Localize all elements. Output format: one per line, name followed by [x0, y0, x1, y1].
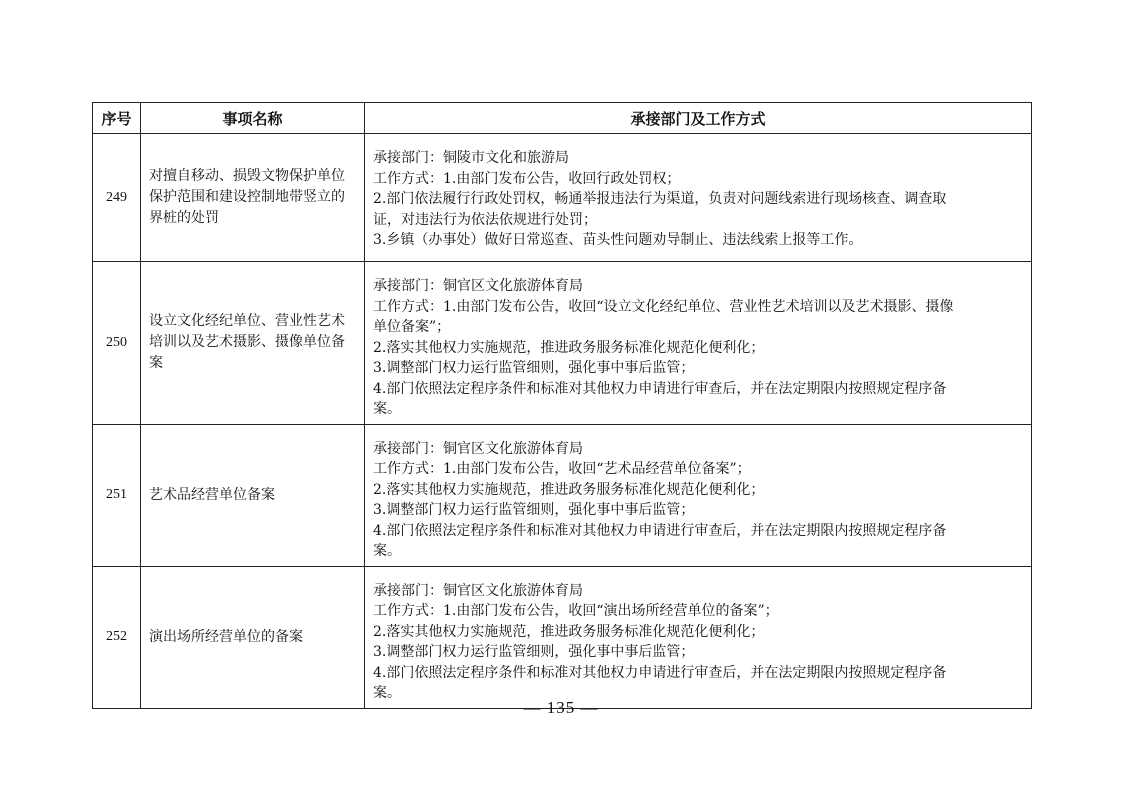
method-line: 2.落实其他权力实施规范，推进政务服务标准化规范化便利化； — [373, 481, 765, 498]
method-line: 3.调整部门权力运行监管细则，强化事中事后监管； — [373, 644, 695, 660]
header-matter-name: 事项名称 — [141, 103, 365, 134]
method-line: 4.部门依照法定程序条件和标准对其他权力申请进行审查后，并在法定期限内按照规定程序备 — [373, 380, 947, 397]
table-row — [93, 566, 1032, 708]
page-number: — 135 — — [523, 698, 599, 717]
table-row — [93, 424, 1032, 566]
row-department-method — [365, 566, 1032, 708]
header-department-method: 承接部门及工作方式 — [365, 103, 1032, 134]
method-line: 4.部门依照法定程序条件和标准对其他权力申请进行审查后，并在法定期限内按照规定程序备 — [373, 664, 947, 681]
method-line: 工作方式：1.由部门发布公告，收回“设立文化经纪单位、营业性艺术培训以及艺术摄影、摄像 — [373, 298, 954, 315]
method-line: 2.部门依法履行行政处罚权，畅通举报违法行为渠道，负责对问题线索进行现场核查、调查取 — [373, 191, 947, 207]
row-matter-name: 艺术品经营单位备案 — [141, 424, 365, 566]
method-line: 3.调整部门权力运行监管细则，强化事中事后监管； — [373, 360, 695, 376]
row-matter-name: 设立文化经纪单位、营业性艺术培训以及艺术摄影、摄像单位备案 — [141, 262, 365, 425]
row-matter-name: 对擅自移动、损毁文物保护单位保护范围和建设控制地带竖立的界桩的处罚 — [141, 134, 365, 262]
matters-table — [92, 102, 1032, 709]
method-line: 案。 — [373, 685, 401, 701]
row-matter-name: 演出场所经营单位的备案 — [141, 566, 365, 708]
method-line: 案。 — [373, 543, 401, 559]
method-line: 承接部门：铜官区文化旅游体育局 — [373, 440, 583, 457]
row-department-method — [365, 262, 1032, 425]
method-line: 案。 — [373, 401, 401, 417]
row-department-method — [365, 134, 1032, 262]
table-row — [93, 134, 1032, 262]
method-line: 2.落实其他权力实施规范，推进政务服务标准化规范化便利化； — [373, 339, 765, 356]
method-line: 证，对违法行为依法依规进行处罚； — [373, 211, 597, 228]
method-line: 工作方式：1.由部门发布公告，收回行政处罚权； — [373, 170, 681, 187]
method-line: 2.落实其他权力实施规范，推进政务服务标准化规范化便利化； — [373, 623, 765, 640]
method-line: 承接部门：铜陵市文化和旅游局 — [373, 150, 569, 166]
method-line: 承接部门：铜官区文化旅游体育局 — [373, 278, 583, 294]
method-line: 4.部门依照法定程序条件和标准对其他权力申请进行审查后，并在法定期限内按照规定程序备 — [373, 522, 947, 539]
row-department-method — [365, 424, 1032, 566]
method-line: 单位备案”； — [373, 319, 451, 335]
row-serial-number: 251 — [93, 424, 141, 566]
method-line: 工作方式：1.由部门发布公告，收回“艺术品经营单位备案”； — [373, 461, 751, 477]
method-line: 承接部门：铜官区文化旅游体育局 — [373, 582, 583, 599]
table-row — [93, 262, 1032, 425]
header-serial-number: 序号 — [93, 103, 141, 134]
row-serial-number: 250 — [93, 262, 141, 425]
table-header-row — [93, 103, 1032, 134]
row-serial-number: 249 — [93, 134, 141, 262]
method-line: 3.调整部门权力运行监管细则，强化事中事后监管； — [373, 502, 695, 518]
method-line: 3.乡镇（办事处）做好日常巡查、苗头性问题劝导制止、违法线索上报等工作。 — [373, 232, 863, 248]
method-line: 工作方式：1.由部门发布公告，收回“演出场所经营单位的备案”； — [373, 603, 779, 619]
row-serial-number: 252 — [93, 566, 141, 708]
